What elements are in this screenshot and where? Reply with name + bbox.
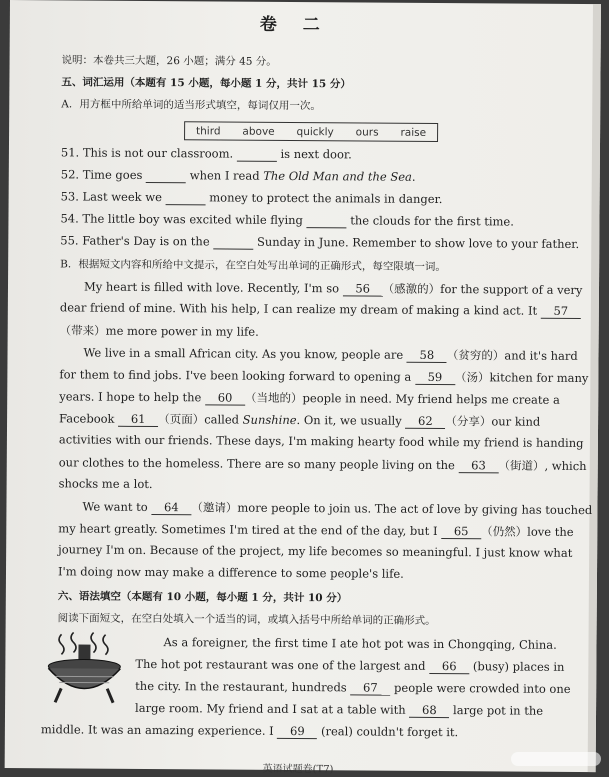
answer-blank[interactable]: [166, 190, 206, 205]
passage-line: our clothes to the homeless. There are so many people living on the 63 （街道）, which: [59, 454, 587, 474]
question-54: 54. The little boy was excited while flying the clouds for the first time.: [60, 211, 514, 229]
exam-paper: [5, 0, 601, 772]
grammar-line: large room. My friend and I sat at a table with 68 large pot in the: [135, 701, 543, 719]
passage-line: journey I'm on. Because of the project, my life becomes so meaningful. I just know what: [58, 542, 572, 560]
answer-blank-56[interactable]: 56: [343, 281, 383, 296]
answer-blank-57[interactable]: 57: [541, 304, 581, 319]
section6-heading: 六、语法填空（本题有 10 小题，每小题 1 分，共计 10 分）: [58, 588, 348, 605]
word-above: above: [242, 125, 274, 137]
passage-line: My heart is filled with love. Recently, I'm so 56 （感激的）for the support of a very: [84, 279, 583, 298]
paper-edge: [588, 4, 601, 772]
answer-blank-64[interactable]: 64: [151, 500, 191, 515]
page-footer: 英语试题卷(T7): [263, 760, 334, 775]
instructions-note: 说明：本卷共三大题，26 小题；满分 45 分。: [62, 52, 277, 69]
watermark-overlay: [511, 752, 601, 766]
hot-pot-icon: [41, 630, 128, 707]
paper-title: 卷 二: [260, 10, 330, 35]
answer-blank-66[interactable]: 66: [429, 659, 469, 674]
answer-blank[interactable]: [307, 213, 347, 228]
question-52: 52. Time goes when I read The Old Man and the Sea.: [61, 167, 416, 184]
passage-line: my heart greatly. Sometimes I'm tired at the end of the day, but I 65 （仍然）love the: [58, 520, 573, 540]
word-raise: raise: [400, 126, 426, 138]
answer-blank-61[interactable]: 61: [118, 412, 158, 427]
passage-line: I'm doing now may make a difference to some people's life.: [58, 564, 404, 580]
passage-line: for them to find jobs. I've been looking forward to opening a 59 （汤）kitchen for many: [59, 366, 588, 386]
answer-blank-63[interactable]: 63: [458, 458, 498, 473]
answer-blank-60[interactable]: 60: [205, 390, 245, 405]
answer-blank[interactable]: [213, 234, 253, 249]
grammar-line: The hot pot restaurant was one of the largest and 66 (busy) places in: [135, 657, 564, 675]
question-55: 55. Father's Day is on the Sunday in June. Remember to show love to your father.: [60, 233, 579, 252]
answer-blank[interactable]: [146, 168, 186, 183]
word-box: [184, 121, 438, 142]
passage-line: shocks me a lot.: [59, 476, 153, 491]
passage-line: years. I hope to help the 60 （当地的）people in need. My friend helps me create a: [59, 388, 560, 407]
passage-line: We live in a small African city. As you know, people are 58 （贫穷的）and it's hard: [83, 345, 577, 364]
grammar-line: As a foreigner, the first time I ate hot pot was in Chongqing, China.: [163, 635, 556, 652]
answer-blank-69[interactable]: 69: [277, 724, 317, 739]
answer-blank-65[interactable]: 65: [441, 524, 481, 539]
word-third: third: [196, 125, 221, 137]
word-ours: ours: [356, 126, 379, 138]
section6-instruction: 阅读下面短文，在空白处填入一个适当的词，或填入括号中所给单词的正确形式。: [58, 610, 436, 628]
answer-blank-68[interactable]: 68: [409, 703, 449, 718]
part-b-instruction: B．根据短文内容和所给中文提示，在空白处写出单词的正确形式，每空限填一词。: [60, 256, 446, 274]
grammar-line: the city. In the restaurant, hundreds 67 people were crowded into one: [135, 679, 570, 697]
word-quickly: quickly: [297, 126, 334, 138]
grammar-line: middle. It was an amazing experience. I 69 (real) couldn't forget it.: [41, 722, 458, 740]
answer-blank-58[interactable]: 58: [407, 348, 447, 363]
part-a-instruction: A．用方框中所给单词的适当形式填空，每词仅用一次。: [61, 96, 321, 113]
answer-blank-62[interactable]: 62: [405, 414, 445, 429]
answer-blank-67[interactable]: 67: [350, 680, 390, 695]
passage-line: We want to 64 （邀请）more people to join us. The act of love by giving has touched: [82, 499, 592, 519]
question-51: 51. This is not our classroom. is next door.: [61, 145, 352, 162]
question-53: 53. Last week we money to protect the animals in danger.: [61, 189, 443, 207]
passage-line: （带来）me more power in my life.: [60, 322, 259, 339]
section5-heading: 五、词汇运用（本题有 15 小题，每小题 1 分，共计 15 分）: [61, 74, 351, 91]
passage-line: Facebook 61 （页面）called Sunshine. On it, we usually 62 （分享）our kind: [59, 410, 540, 429]
passage-line: dear friend of mine. With his help, I can realize my dream of making a kind act. It 57: [60, 300, 581, 319]
answer-blank-59[interactable]: 59: [415, 370, 455, 385]
answer-blank[interactable]: [237, 147, 277, 162]
passage-line: activities with our friends. These days, I'm making hearty food while my friend is handing: [59, 432, 584, 450]
